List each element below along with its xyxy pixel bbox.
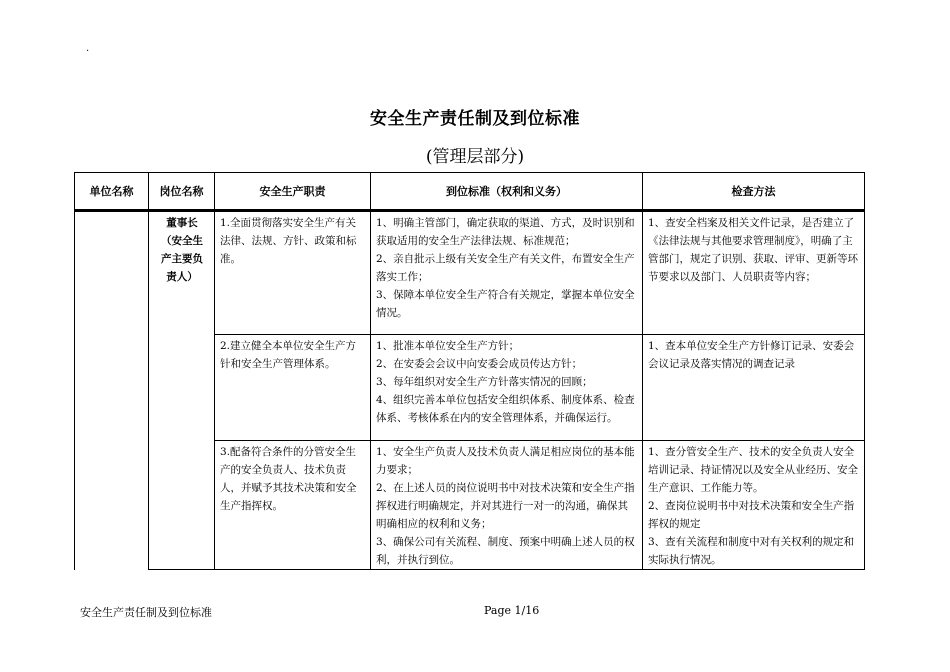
responsibility-table — [74, 172, 865, 570]
duty-cell: 2.建立健全本单位安全生产方针和安全生产管理体系。 — [215, 335, 371, 441]
standard-item: 1、明确主管部门，确定获取的渠道、方式，及时识别和获取适用的安全生产法律法规、标准规范； — [376, 217, 635, 247]
standard-cell — [371, 211, 643, 335]
document-title: 安全生产责任制及到位标准 — [370, 109, 580, 129]
standard-item: 2、亲自批示上级有关安全生产有关文件，布置安全生产落实工作； — [376, 253, 635, 283]
check-item: 1、查安全档案及相关文件记录，是否建立了《法律法规与其他要求管理制度》，明确了主管部门，规定了识别、获取、评审、更新等环节要求以及部门、人员职责等内容； — [648, 217, 858, 283]
post-line: （安全生 — [161, 235, 203, 247]
table-row — [75, 211, 865, 335]
post-cell — [149, 211, 215, 570]
check-item: 2、查岗位说明书中对技术决策和安全生产指挥权的规定 — [648, 500, 855, 530]
check-item: 1、查分管安全生产、技术的安全负责人安全培训记录、持证情况以及安全从业经历、安全生产意识、工作能力等。 — [648, 446, 858, 494]
page-mark: . — [86, 43, 90, 54]
check-cell — [643, 335, 865, 441]
standard-item: 1、批准本单位安全生产方针； — [376, 340, 520, 352]
document-subtitle: (管理层部分) — [425, 147, 525, 167]
post-line: 产主要负 — [161, 253, 203, 265]
header-duty: 安全生产职责 — [215, 173, 371, 211]
standard-item: 3、确保公司有关流程、制度、预案中明确上述人员的权利，并执行到位。 — [376, 536, 635, 566]
standard-item: 1、安全生产负责人及技术负责人满足相应岗位的基本能力要求； — [376, 446, 635, 476]
standard-cell — [371, 335, 643, 441]
standard-item: 2、在上述人员的岗位说明书中对技术决策和安全生产指挥权进行明确规定，并对其进行一对一的沟通，确保其明确相应的权利和义务； — [376, 482, 635, 530]
duty-cell: 1.全面贯彻落实安全生产有关法律、法规、方针、政策和标准。 — [215, 211, 371, 335]
unit-cell — [75, 211, 149, 570]
page-number: Page 1/16 — [484, 604, 540, 617]
standard-item: 3、每年组织对安全生产方针落实情况的回顾； — [376, 376, 593, 388]
header-check: 检查方法 — [643, 173, 865, 211]
check-cell — [643, 441, 865, 570]
check-cell — [643, 211, 865, 335]
table-header-row — [75, 173, 865, 211]
header-unit: 单位名称 — [75, 173, 149, 211]
standard-item: 4、组织完善本单位包括安全组织体系、制度体系、检查体系、考核体系在内的安全管理体系，并确保运行。 — [376, 394, 635, 424]
header-standard: 到位标准（权利和义务） — [371, 173, 643, 211]
check-item: 1、查本单位安全生产方针修订记录、安委会会议记录及落实情况的调查记录 — [648, 340, 855, 370]
standard-cell — [371, 441, 643, 570]
footer-title: 安全生产责任制及到位标准 — [80, 606, 212, 619]
check-item: 3、查有关流程和制度中对有关权利的规定和实际执行情况。 — [648, 536, 855, 566]
header-post: 岗位名称 — [149, 173, 215, 211]
duty-cell: 3.配备符合条件的分管安全生产的安全负责人、技术负责人，并赋予其技术决策和安全生产指挥权。 — [215, 441, 371, 570]
post-line: 董事长 — [166, 217, 198, 229]
standard-item: 2、在安委会会议中向安委会成员传达方针； — [376, 358, 583, 370]
standard-item: 3、保障本单位安全生产符合有关规定，掌握本单位安全情况。 — [376, 289, 635, 319]
post-line: 责人） — [166, 271, 198, 283]
